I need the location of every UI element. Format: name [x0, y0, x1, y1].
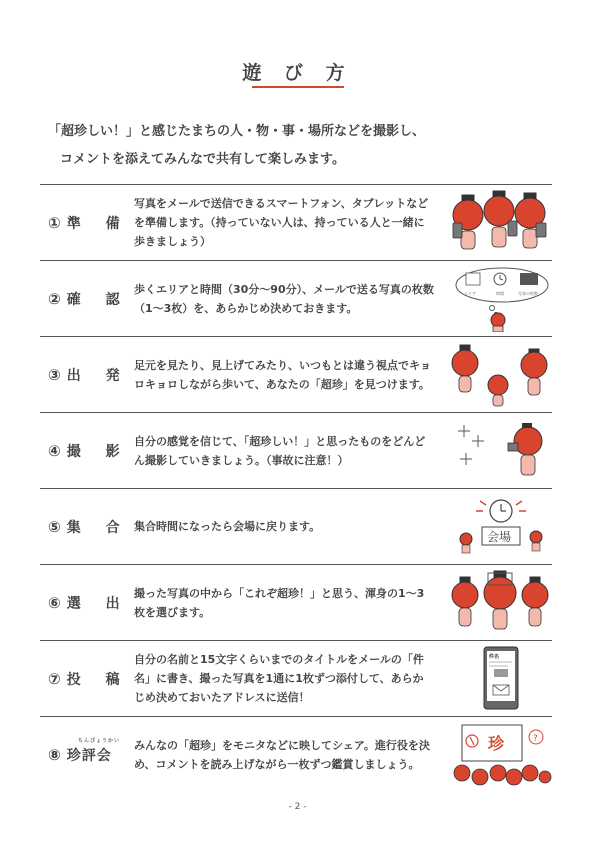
phone-subject-label: 件名 — [489, 654, 500, 660]
step-name: 準 備 — [66, 215, 130, 232]
step-label — [48, 489, 130, 564]
step-name: 出 発 — [66, 367, 130, 384]
step-number: ⑤ — [48, 517, 61, 536]
monitor-audience-icon — [450, 721, 552, 788]
step-name: 撮 影 — [66, 443, 130, 460]
steps-list — [40, 184, 552, 792]
venue-sign-text: 会場 — [487, 530, 512, 544]
step-4 — [40, 412, 552, 488]
step-2 — [40, 260, 552, 336]
step-description: 自分の名前と15文字くらいまでのタイトルをメールの「件名」に書き、撮った写真を1通に1枚ずつ添付して、あらかじめ決めておいたアドレスに送信！ — [134, 653, 424, 704]
step-description: みんなの「超珍」をモニタなどに映してシェア。進行役を決め、コメントを読み上げながら一枚ずつ鑑賞しましょう。 — [134, 738, 430, 771]
step-ruby: ちんぴょうかい — [78, 738, 121, 744]
step-number: ⑧ — [48, 745, 61, 764]
step-name: 確 認 — [66, 291, 130, 308]
step-7 — [40, 640, 552, 716]
bubble-area-label: エリア — [464, 291, 476, 296]
page-number: - 2 - — [288, 802, 307, 812]
step-name: 投 稿 — [66, 671, 130, 688]
choosing-characters-icon — [450, 569, 552, 636]
bubble-time-label: 時間 — [496, 291, 504, 296]
step-name: 集 合 — [66, 519, 130, 536]
step-description: 撮った写真の中から「これぞ超珍！」と思う、渾身の1〜3枚を選びます。 — [134, 586, 425, 619]
step-3 — [40, 336, 552, 412]
step-6 — [40, 564, 552, 640]
title-underline — [252, 86, 344, 88]
clock-venue-icon — [450, 493, 552, 560]
phone-mail-icon — [450, 645, 552, 712]
step-number: ② — [48, 289, 61, 308]
step-label — [48, 717, 130, 792]
page-title: 遊 び 方 — [242, 62, 353, 84]
step-number: ④ — [48, 441, 61, 460]
step-number: ⑦ — [48, 669, 61, 688]
step-description: 集合時間になったら会場に戻ります。 — [134, 520, 321, 533]
step-label — [48, 185, 130, 260]
step-description: 足元を見たり、見上げてみたり、いつもとは違う視点でキョロキョロしながら歩いて、あなたの「超珍」を見つけます。 — [134, 358, 431, 391]
step-number: ⑥ — [48, 593, 61, 612]
thinking-character-icon — [450, 265, 552, 332]
intro-line-1: 「超珍しい！」と感じたまちの人・物・事・場所などを撮影し、 — [48, 124, 426, 139]
looking-around-characters-icon — [450, 341, 552, 408]
characters-with-phones-icon — [450, 189, 552, 256]
photographing-character-icon — [450, 417, 552, 484]
step-label — [48, 261, 130, 336]
step-name: 珍評会 — [66, 747, 112, 764]
step-label — [48, 641, 130, 716]
step-description: 歩くエリアと時間（30分〜90分）、メールで送る写真の枚数（1〜3枚）を、あらかじめ決めておきます。 — [134, 282, 434, 315]
step-1 — [40, 184, 552, 260]
step-label — [48, 565, 130, 640]
step-name: 選 出 — [66, 595, 130, 612]
step-number: ③ — [48, 365, 61, 384]
intro-line-2: コメントを添えてみんなで共有して楽しみます。 — [60, 152, 345, 167]
step-description: 自分の感覚を信じて、「超珍しい！」と思ったものをどんどん撮影していきましょう。（事故に注意！） — [134, 434, 426, 467]
step-label — [48, 337, 130, 412]
bubble-photo-count-label: 写真の枚数 — [518, 291, 538, 296]
monitor-character-text: 珍 — [488, 734, 505, 753]
intro-text — [48, 118, 548, 174]
step-description: 写真をメールで送信できるスマートフォン、タブレットなどを準備します。（持っていない人は、持っている人と一緒に歩きましょう） — [134, 197, 429, 248]
step-5 — [40, 488, 552, 564]
step-8 — [40, 716, 552, 792]
svg-text:?: ? — [533, 734, 538, 744]
step-label — [48, 413, 130, 488]
step-number: ① — [48, 213, 61, 232]
